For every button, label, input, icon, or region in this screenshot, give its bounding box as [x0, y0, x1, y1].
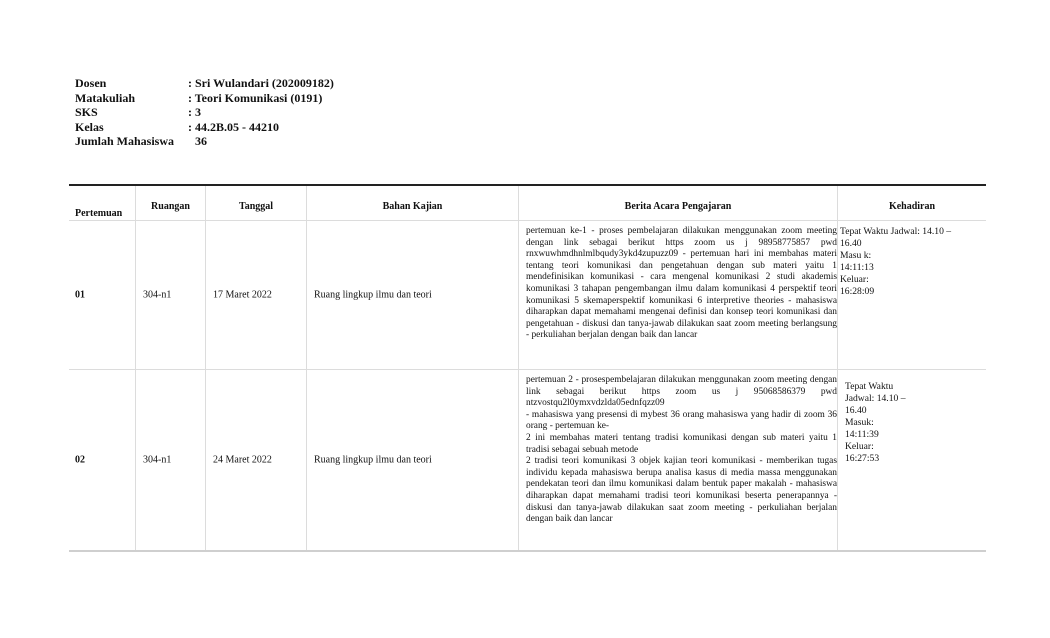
- info-value: : Sri Wulandari (202009182): [188, 76, 334, 90]
- table-row: [69, 221, 986, 370]
- berita-acara-text: pertemuan ke-1 - proses pembelajaran dilakukan menggunakan zoom meeting dengan link sebagai berikut https zoom us j 98958775857 pwd rnxwuwhmdhnlmlbqudy3ykd4zupuzz09 - pertemuan hari ini membahas materi tentang teori komunikasi dan pengetahuan dengan sub materi yaitu 1 mendefinisikan komunikasi - cara mengenal komunikasi 2 studi akademis komunikasi 3 tahapan pengembangan ilmu dalam komunikasi 4 perspektif teori komunikasi 5 skemaperspektif komunikasi 6 interpretive theories - mahasiswa diharapkan dapat memahami mengenai definisi dan konsep teori komunikasi dan pengetahuan - diskusi dan tanya-jawab dilakukan saat zoom meeting berlangsung - perkuliahan berjalan dengan baik dan lancar: [526, 226, 837, 341]
- info-label: Dosen: [75, 76, 107, 90]
- pertemuan-number: 01: [75, 289, 85, 301]
- info-label: SKS: [75, 105, 98, 119]
- tanggal-value: 17 Maret 2022: [213, 289, 272, 301]
- info-label: Jumlah Mahasiswa: [75, 134, 175, 148]
- info-value: : 44.2B.05 - 44210: [188, 119, 279, 134]
- cell-tanggal: [206, 370, 307, 550]
- header-kehadiran: Kehadiran: [888, 201, 936, 212]
- kehadiran-text: Tepat Waktu Jadwal: 14.10 – 16.40 Masuk: 14:11:39 Keluar: 16:27:53: [845, 381, 906, 464]
- cell-ruangan: [136, 370, 206, 550]
- cell-ruangan: [136, 221, 206, 369]
- pertemuan-number: 02: [75, 454, 85, 466]
- info-row-sks: [75, 105, 334, 120]
- info-label: Kelas: [75, 119, 104, 134]
- info-row-matakuliah: [75, 91, 334, 106]
- table-row: [69, 370, 986, 552]
- bahan-kajian-value: Ruang lingkup ilmu dan teori: [314, 289, 432, 301]
- header-pertemuan: Pertemuan: [69, 186, 136, 220]
- table-header-row: [69, 186, 986, 221]
- cell-berita-acara: [519, 221, 838, 369]
- info-value: 36: [195, 134, 207, 148]
- cell-tanggal: [206, 221, 307, 369]
- tanggal-value: 24 Maret 2022: [213, 454, 272, 466]
- ruangan-value: 304-n1: [143, 289, 172, 301]
- bahan-kajian-value: Ruang lingkup ilmu dan teori: [314, 454, 432, 466]
- info-label: Matakuliah: [75, 90, 136, 105]
- info-row-kelas: [75, 120, 334, 135]
- cell-pertemuan: [69, 370, 136, 550]
- cell-berita-acara: [519, 370, 838, 550]
- course-info: [75, 76, 334, 149]
- cell-pertemuan: [69, 221, 136, 369]
- info-row-jumlah-mahasiswa: [75, 134, 334, 149]
- info-row-dosen: [75, 76, 334, 91]
- kehadiran-text: Tepat Waktu Jadwal: 14.10 – 16.40 Masu k: 14:11:13 Keluar: 16:28:09: [840, 226, 952, 297]
- header-bahan-kajian: Bahan Kajian: [307, 186, 519, 220]
- header-tanggal: Tanggal: [206, 186, 307, 220]
- cell-bahan-kajian: [307, 370, 519, 550]
- attendance-table: [69, 184, 986, 552]
- header-ruangan: Ruangan: [136, 186, 206, 220]
- info-value: : 3: [188, 105, 201, 119]
- info-value: : Teori Komunikasi (0191): [188, 90, 323, 105]
- header-berita-acara: Berita Acara Pengajaran: [519, 186, 838, 220]
- cell-kehadiran: [838, 221, 986, 369]
- berita-acara-text: pertemuan 2 - prosespembelajaran dilakukan menggunakan zoom meeting dengan link sebagai berikut https zoom us j 95068586379 pwd ntzvostqu2l0ymxvdzlda05ednfqzz09 - mahasiswa yang presensi di mybest 36 orang mahasiswa yang hadir di zoom 36 orang - pertemuan ke- 2 ini membahas materi tentang tradisi komunikasi dengan sub materi yaitu 1 tradisi sebagai sebuah metode 2 tradisi teori komunikasi 3 objek kajian teori komunikasi - memberikan tugas individu kepada mahasiswa berupa analisa kasus di media massa menggunakan pendekatan teori dan ilmu komunikasi dalam bentuk paper makalah - mahasiswa diharapkan dapat memahami tradisi teori komunikasi beserta penerapannya - diskusi dan tanya-jawab dilakukan saat zoom meeting - perkuliahan berjalan dengan baik dan lancar: [526, 375, 837, 525]
- ruangan-value: 304-n1: [143, 454, 172, 466]
- cell-kehadiran: [838, 370, 986, 550]
- cell-bahan-kajian: [307, 221, 519, 369]
